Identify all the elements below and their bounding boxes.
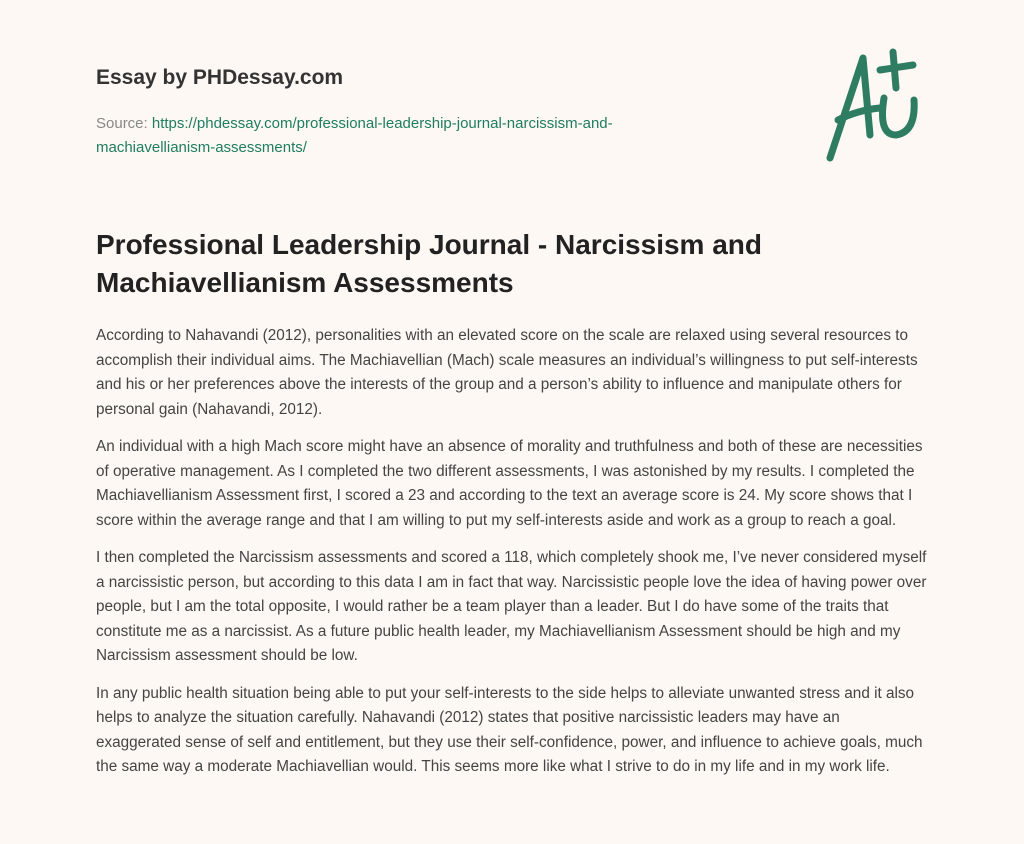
paragraph: I then completed the Narcissism assessments and scored a 118, which completely shook me, I’ve never considered myself a narcissistic person, but according to this data I am in fact that way. Narcissistic people love the idea of having power over people, but I am the total opposite, I would rather be a team player than a leader. But I do have some of the traits that constitute me as a narcissist. As a future public health leader, my Machiavellianism Assessment should be high and my Narcissism assessment should be low. [96, 549, 927, 664]
essay-body [96, 324, 928, 793]
paragraph: According to Nahavandi (2012), personalities with an elevated score on the scale are relaxed using several resources to accomplish their individual aims. The Machiavellian (Mach) scale measures an individual’s willingness to put self-interests and his or her preferences above the interests of the group and a person’s ability to influence and manipulate others for personal gain (Nahavandi, 2012). [96, 327, 918, 418]
paragraph: An individual with a high Mach score might have an absence of morality and truthfulness and both of these are necessities of operative management. As I completed the two different assessments, I was astonished by my results. I completed the Machiavellianism Assessment first, I scored a 23 and according to the text an average score is 24. My score shows that I score within the average range and that I am willing to put my self-interests aside and work as a group to reach a goal. [96, 438, 923, 529]
a-plus-logo-icon [818, 40, 928, 165]
essay-title: Professional Leadership Journal - Narcissism and Machiavellianism Assessments [96, 229, 762, 298]
source-label: Source: [96, 115, 152, 132]
source-link[interactable]: https://phdessay.com/professional-leadership-journal-narcissism-and-machiavellianism-assessments/ [96, 115, 613, 156]
site-brand: Essay by PHDessay.com [96, 66, 344, 89]
paragraph: In any public health situation being able to put your self-interests to the side helps to alleviate unwanted stress and it also helps to analyze the situation carefully. Nahavandi (2012) states that positive narcissistic leaders may have an exaggerated sense of self and entitlement, but they use their self-confidence, power, and influence to achieve goals, much the same way a moderate Machiavellian would. This seems more like what I strive to do in my life and in my work life. [96, 684, 923, 775]
source-line [96, 112, 716, 160]
